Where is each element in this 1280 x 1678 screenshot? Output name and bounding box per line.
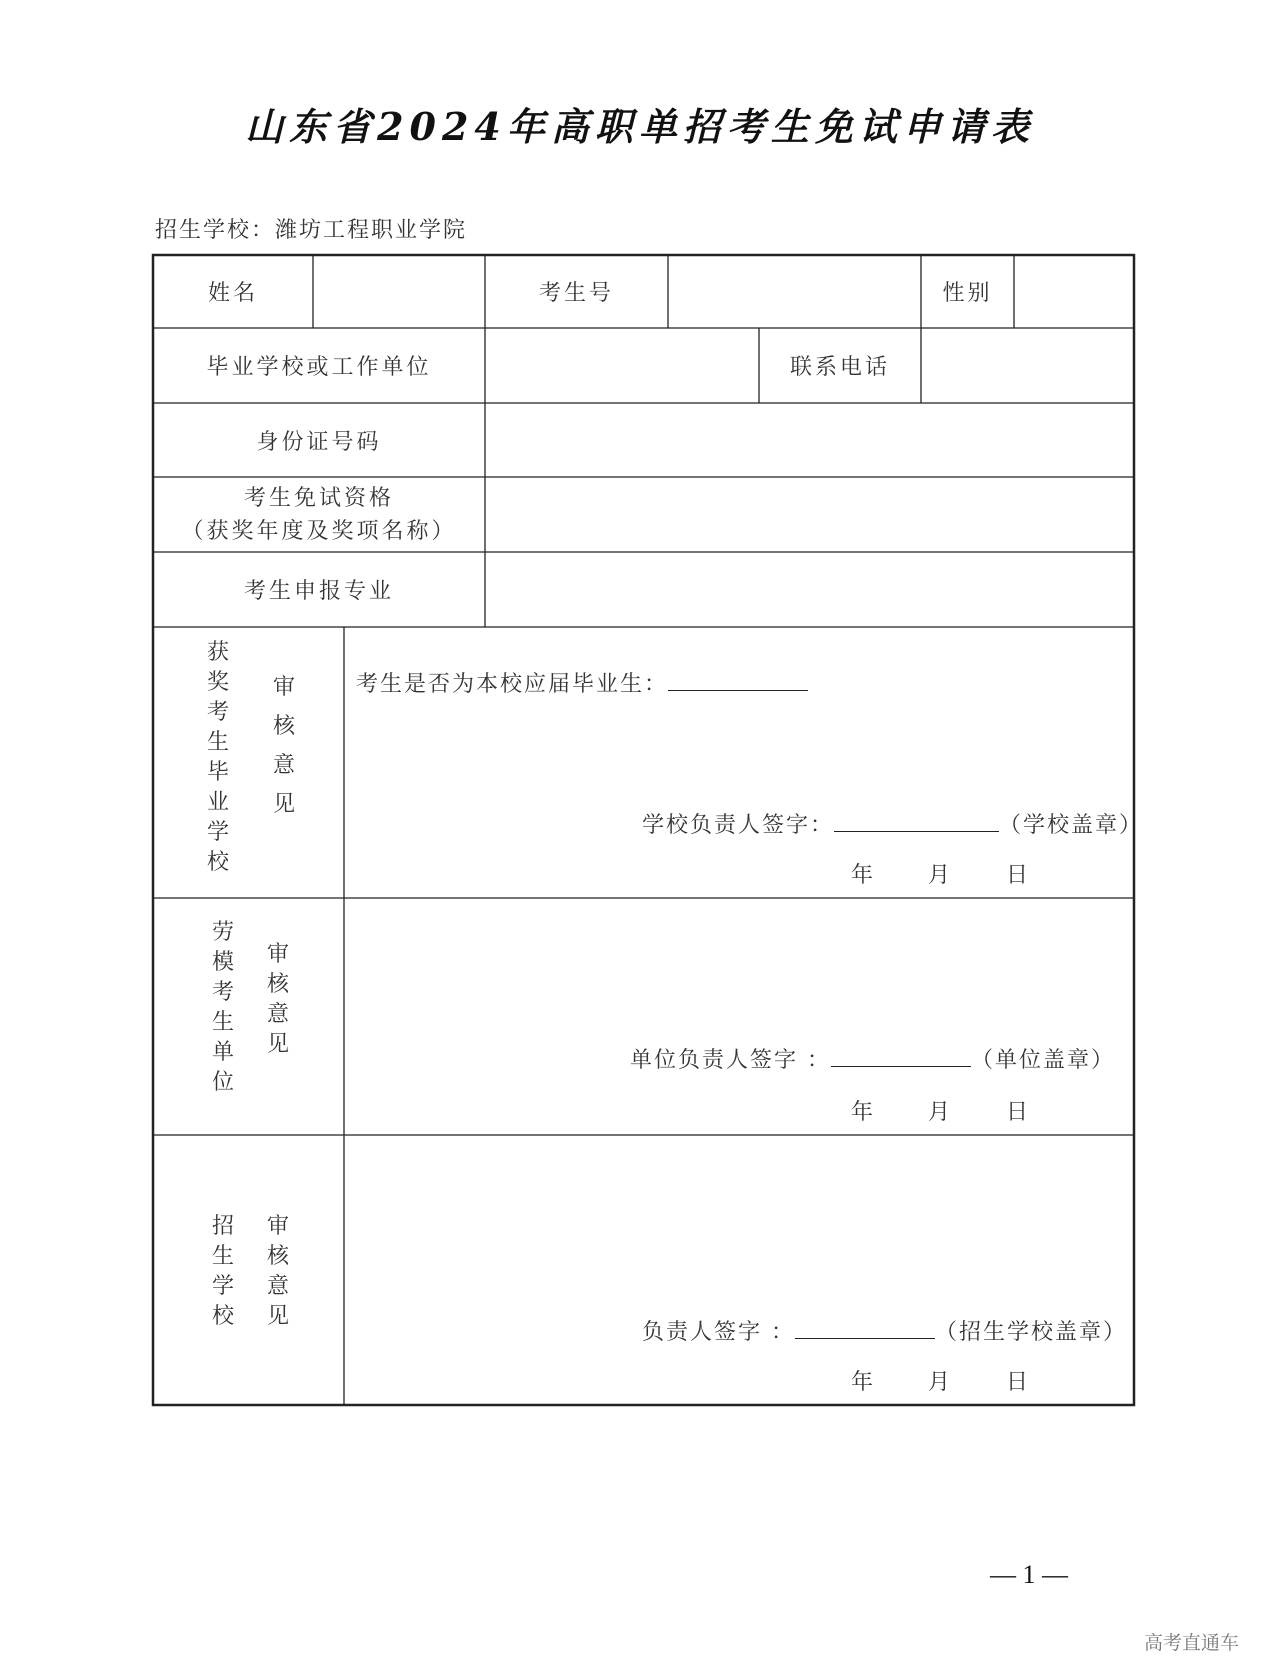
label-char: 学 bbox=[206, 820, 229, 845]
label-char: 审 bbox=[266, 942, 289, 967]
section2-year: 年 bbox=[851, 1100, 874, 1125]
unit-stamp-label: （单位盖章） bbox=[971, 1048, 1116, 1073]
graduate-question-label: 考生是否为本校应届毕业生： bbox=[356, 672, 669, 697]
name-field[interactable] bbox=[313, 255, 485, 328]
school-stamp-label: （学校盖章） bbox=[999, 813, 1144, 838]
label-char: 校 bbox=[211, 1304, 234, 1329]
label-char: 核 bbox=[272, 714, 295, 739]
label-char: 核 bbox=[266, 972, 289, 997]
section2-day: 日 bbox=[1006, 1100, 1029, 1125]
graduate-answer-field[interactable] bbox=[668, 668, 808, 691]
label-char: 审 bbox=[266, 1214, 289, 1239]
label-char: 生 bbox=[211, 1244, 234, 1269]
exam-number-label: 考生号 bbox=[538, 281, 614, 306]
label-char: 毕 bbox=[206, 760, 229, 785]
label-char: 奖 bbox=[206, 670, 229, 695]
label-char: 获 bbox=[206, 640, 229, 665]
section1-label-col1 bbox=[203, 638, 233, 878]
qualification-label-line1: 考生免试资格 bbox=[243, 485, 394, 511]
label-char: 业 bbox=[206, 790, 229, 815]
qualification-field[interactable] bbox=[485, 477, 1134, 552]
label-char: 意 bbox=[266, 1002, 289, 1027]
section3-day: 日 bbox=[1006, 1370, 1029, 1395]
admissions-principal-signature-field[interactable] bbox=[795, 1316, 935, 1339]
section3-label-col2 bbox=[263, 1212, 293, 1332]
gender-label: 性别 bbox=[942, 281, 993, 306]
label-char: 见 bbox=[272, 792, 295, 817]
label-char: 模 bbox=[211, 950, 234, 975]
phone-label: 联系电话 bbox=[789, 355, 890, 380]
unit-principal-signature-label: 单位负责人签字 ： bbox=[630, 1048, 831, 1073]
label-char: 学 bbox=[211, 1274, 234, 1299]
id-number-field[interactable] bbox=[485, 403, 1134, 477]
label-char: 单 bbox=[211, 1040, 234, 1065]
exam-number-field[interactable] bbox=[668, 255, 921, 328]
watermark: 高考直通车 bbox=[1144, 1632, 1240, 1654]
section1-month: 月 bbox=[928, 863, 951, 888]
section1-day: 日 bbox=[1006, 863, 1029, 888]
label-char: 见 bbox=[266, 1032, 289, 1057]
section1-signature-line bbox=[642, 808, 1143, 839]
graduate-question bbox=[356, 667, 808, 698]
label-char: 审 bbox=[272, 675, 295, 700]
unit-principal-signature-field[interactable] bbox=[831, 1044, 971, 1067]
section3-month: 月 bbox=[928, 1370, 951, 1395]
label-char: 核 bbox=[266, 1244, 289, 1269]
label-char: 考 bbox=[206, 700, 229, 725]
section3-signature-line bbox=[642, 1315, 1127, 1346]
id-number-label: 身份证号码 bbox=[256, 429, 382, 455]
label-char: 生 bbox=[211, 1010, 234, 1035]
label-char: 考 bbox=[211, 980, 234, 1005]
school-or-employer-field[interactable] bbox=[485, 328, 759, 403]
section1-label-col2 bbox=[269, 668, 299, 824]
label-char: 生 bbox=[206, 730, 229, 755]
major-field[interactable] bbox=[485, 552, 1134, 627]
page-title: 山东省2024年高职单招考生免试申请表 bbox=[245, 104, 1035, 149]
school-principal-signature-field[interactable] bbox=[834, 809, 999, 832]
section3-year: 年 bbox=[851, 1370, 874, 1395]
label-char: 校 bbox=[206, 850, 229, 875]
admissions-principal-signature-label: 负责人签字 ： bbox=[642, 1320, 795, 1345]
section3-label-col1 bbox=[208, 1212, 238, 1332]
section2-label-col2 bbox=[263, 940, 293, 1060]
qualification-label-line2: （获奖年度及奖项名称） bbox=[181, 518, 457, 544]
school-or-employer-label: 毕业学校或工作单位 bbox=[206, 355, 432, 380]
qualification-label bbox=[153, 477, 485, 552]
label-char: 意 bbox=[266, 1274, 289, 1299]
school-principal-signature-label: 学校负责人签字： bbox=[642, 813, 835, 838]
recruiting-school-label: 招生学校：潍坊工程职业学院 bbox=[155, 218, 468, 243]
section2-month: 月 bbox=[928, 1100, 951, 1125]
label-char: 见 bbox=[266, 1304, 289, 1329]
gender-field[interactable] bbox=[1014, 255, 1134, 328]
section1-year: 年 bbox=[851, 863, 874, 888]
page-number: — 1 — bbox=[990, 1560, 1068, 1589]
phone-field[interactable] bbox=[921, 328, 1134, 403]
label-char: 位 bbox=[211, 1070, 234, 1095]
section2-signature-line bbox=[630, 1043, 1115, 1074]
label-char: 招 bbox=[211, 1214, 234, 1239]
label-char: 劳 bbox=[211, 920, 234, 945]
section2-label-col1 bbox=[208, 918, 238, 1098]
admissions-stamp-label: （招生学校盖章） bbox=[935, 1320, 1128, 1345]
major-label: 考生申报专业 bbox=[243, 579, 394, 604]
label-char: 意 bbox=[272, 753, 295, 778]
name-label: 姓名 bbox=[207, 281, 258, 306]
